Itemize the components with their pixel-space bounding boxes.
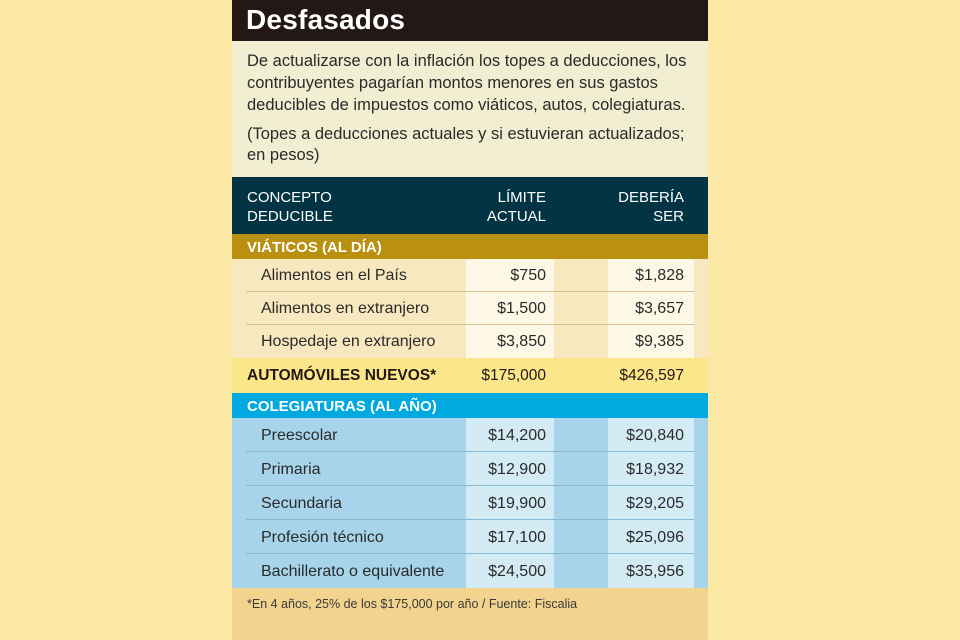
row-should-value: $20,840 (626, 427, 684, 444)
row-should-value: $35,956 (626, 563, 684, 580)
description-text: De actualizarse con la inflación los topes a deducciones, los contribuyentes pagarían montos menores en sus gastos deducibles de impuestos como viáticos, autos, colegiaturas. (247, 52, 687, 114)
title-bar (232, 0, 708, 41)
section-colegiaturas (232, 393, 708, 418)
viaticos-block (232, 259, 708, 358)
row-current-value: $1,500 (497, 300, 546, 317)
row-concept: Bachillerato o equivalente (261, 563, 445, 580)
table-header (232, 177, 708, 234)
automoviles-row (232, 358, 708, 393)
row-current-value: $19,900 (488, 495, 546, 512)
column-header-current-line2: ACTUAL (486, 208, 546, 225)
row-should-value: $25,096 (626, 529, 684, 546)
table-row (232, 487, 708, 520)
table-row (232, 325, 708, 358)
row-current-value: $175,000 (481, 367, 546, 384)
table-row (232, 555, 708, 588)
colegiaturas-block (232, 418, 708, 588)
row-concept: Alimentos en el País (261, 267, 407, 284)
row-concept: Preescolar (261, 427, 338, 444)
row-current-value: $17,100 (488, 529, 546, 546)
section-viaticos (232, 234, 708, 259)
column-header-concept-line1: CONCEPTO (247, 189, 332, 206)
row-should-value: $3,657 (635, 300, 684, 317)
column-header-current (487, 188, 546, 226)
row-concept: Secundaria (261, 495, 342, 512)
infographic-card (232, 0, 708, 640)
row-concept: Alimentos en extranjero (261, 300, 430, 317)
footnote: *En 4 años, 25% de los $175,000 por año / Fuente: Fiscalia (247, 597, 578, 611)
row-current-value: $750 (510, 267, 546, 284)
column-header-current-line1: LÍMITE (497, 189, 546, 206)
section-label-colegiaturas: COLEGIATURAS (AL AÑO) (247, 398, 437, 415)
table-row (232, 453, 708, 486)
row-should-value: $29,205 (626, 495, 684, 512)
row-should-value: $426,597 (619, 367, 684, 384)
row-should-value: $9,385 (635, 333, 684, 350)
page-title: Desfasados (246, 4, 406, 35)
table-row (232, 521, 708, 554)
row-concept: Profesión técnico (261, 529, 384, 546)
column-header-concept-line2: DEDUCIBLE (247, 208, 333, 225)
row-concept: Primaria (261, 461, 321, 478)
column-header-concept (247, 188, 333, 226)
table-row (232, 259, 708, 292)
row-concept: Hospedaje en extranjero (261, 333, 436, 350)
table-row (232, 419, 708, 452)
column-header-should-line1: DEBERÍA (618, 189, 684, 206)
row-should-value: $18,932 (626, 461, 684, 478)
units-note: (Topes a deducciones actuales y si estuvieran actualizados; en pesos) (247, 125, 685, 164)
column-header-should-line2: SER (653, 208, 684, 225)
row-current-value: $3,850 (497, 333, 546, 350)
row-current-value: $12,900 (488, 461, 546, 478)
row-should-value: $1,828 (635, 267, 684, 284)
column-header-should (618, 188, 684, 226)
section-label-viaticos: VIÁTICOS (AL DÍA) (247, 239, 382, 256)
row-current-value: $14,200 (488, 427, 546, 444)
table-row (232, 292, 708, 325)
row-concept: AUTOMÓVILES NUEVOS* (247, 367, 437, 384)
intro-panel (232, 41, 708, 177)
row-current-value: $24,500 (488, 563, 546, 580)
